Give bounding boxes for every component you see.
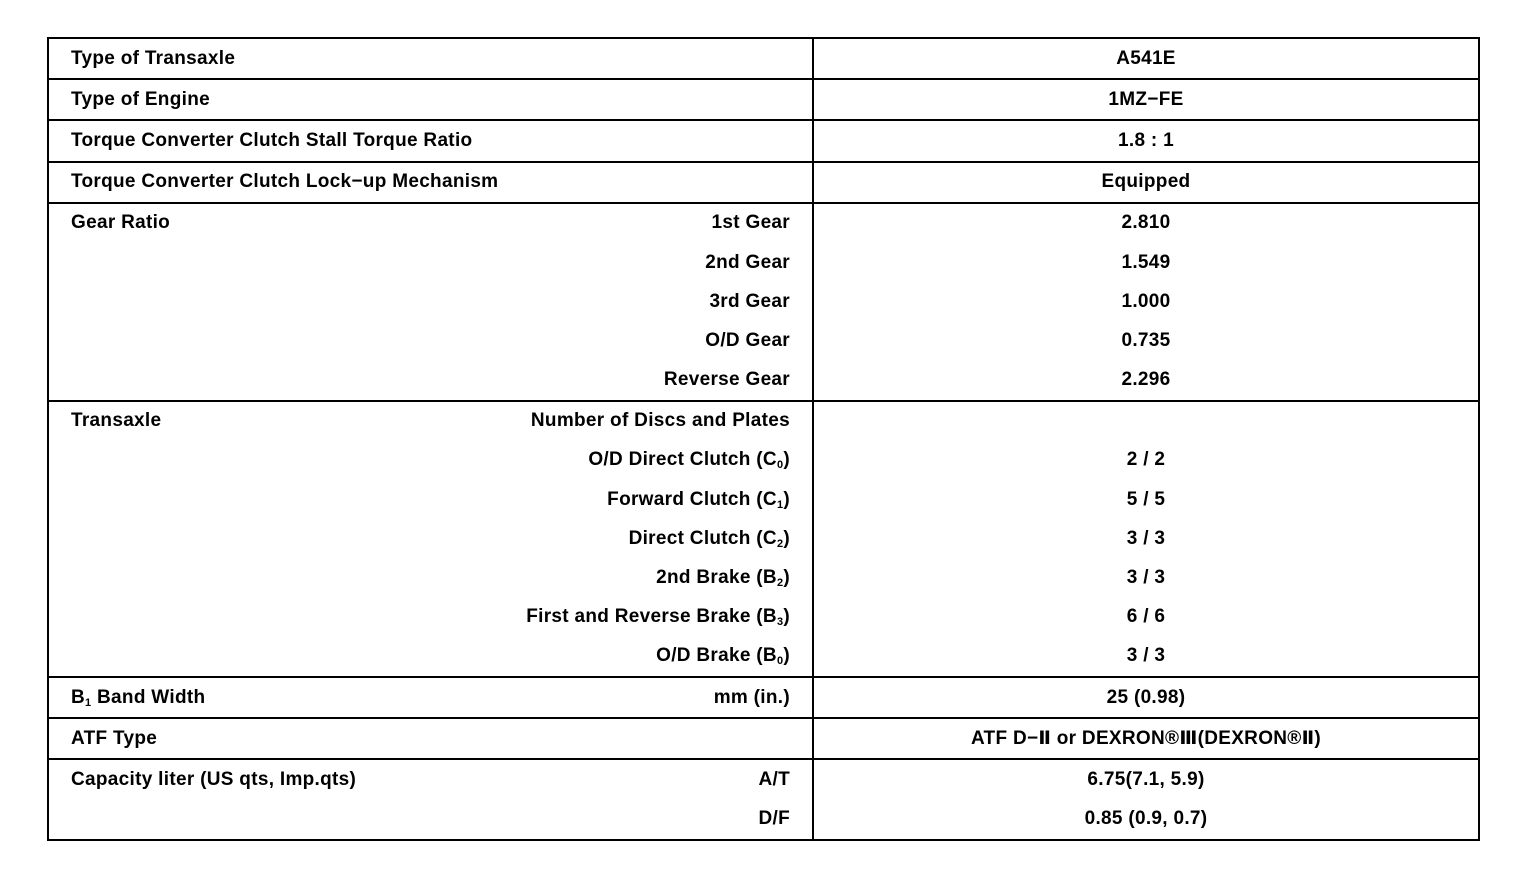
sub-label-first-reverse-brake: First and Reverse Brake (B3) <box>526 606 790 629</box>
value-cell <box>814 760 1478 838</box>
row-band-width <box>49 678 1478 719</box>
value-cell <box>814 402 1478 676</box>
sub-label-unit: mm (in.) <box>713 686 790 708</box>
sub-label-direct-clutch: Direct Clutch (C2) <box>628 527 790 550</box>
row-transaxle-discs <box>49 402 1478 678</box>
row-label: Gear Ratio <box>71 212 171 234</box>
row-value: ATF D−Ⅱ or DEXRON®Ⅲ(DEXRON®Ⅱ) <box>970 728 1322 750</box>
row-stall-torque-ratio <box>49 121 1478 162</box>
sub-label-od-brake: O/D Brake (B0) <box>656 645 790 668</box>
sub-label-1st-gear: 1st Gear <box>711 212 790 234</box>
label-cell <box>49 80 814 119</box>
value-3rd-gear: 1.000 <box>1121 290 1171 312</box>
value-cell <box>814 163 1478 202</box>
row-atf-type <box>49 719 1478 760</box>
value-1st-gear: 2.810 <box>1121 212 1171 234</box>
row-transaxle-type <box>49 39 1478 80</box>
sub-label-at: A/T <box>758 768 790 790</box>
row-gear-ratio <box>49 204 1478 402</box>
row-capacity <box>49 760 1478 838</box>
value-reverse-gear: 2.296 <box>1121 369 1171 391</box>
sub-label-forward-clutch: Forward Clutch (C1) <box>607 488 790 511</box>
row-label: Type of Engine <box>71 88 210 110</box>
value-cell <box>814 678 1478 717</box>
label-cell <box>49 402 814 676</box>
value-direct-clutch: 3 / 3 <box>1126 527 1166 549</box>
value-at: 6.75(7.1, 5.9) <box>1087 768 1205 790</box>
sub-label-od-direct-clutch: O/D Direct Clutch (C0) <box>588 449 790 472</box>
label-cell <box>49 678 814 717</box>
sub-label-2nd-gear: 2nd Gear <box>705 251 790 273</box>
row-value: A541E <box>1116 47 1176 69</box>
row-value: Equipped <box>1101 171 1191 193</box>
value-cell <box>814 39 1478 78</box>
sub-label-od-gear: O/D Gear <box>705 329 790 351</box>
sub-label-3rd-gear: 3rd Gear <box>709 290 790 312</box>
row-label: Capacity liter (US qts, Imp.qts) <box>71 768 357 790</box>
label-cell <box>49 39 814 78</box>
value-forward-clutch: 5 / 5 <box>1126 488 1166 510</box>
value-df: 0.85 (0.9, 0.7) <box>1084 808 1208 830</box>
sub-label-reverse-gear: Reverse Gear <box>663 369 790 391</box>
row-label: Torque Converter Clutch Lock−up Mechanism <box>71 171 499 193</box>
value-first-reverse-brake: 6 / 6 <box>1126 606 1166 628</box>
label-cell <box>49 719 814 758</box>
row-label: Transaxle <box>71 410 162 432</box>
label-cell <box>49 163 814 202</box>
row-value: 1MZ−FE <box>1108 88 1184 110</box>
label-cell <box>49 121 814 160</box>
label-cell <box>49 760 814 838</box>
value-cell <box>814 80 1478 119</box>
row-value: 25 (0.98) <box>1106 686 1186 708</box>
value-od-direct-clutch: 2 / 2 <box>1126 449 1166 471</box>
value-od-brake: 3 / 3 <box>1126 645 1166 667</box>
spec-table <box>47 37 1480 841</box>
row-label: Torque Converter Clutch Stall Torque Ratio <box>71 129 473 151</box>
value-od-gear: 0.735 <box>1121 329 1171 351</box>
sub-label-2nd-brake: 2nd Brake (B2) <box>656 567 790 590</box>
value-cell <box>814 121 1478 160</box>
row-label: Type of Transaxle <box>71 47 236 69</box>
value-cell <box>814 204 1478 400</box>
row-label: B1 Band Width <box>71 686 206 709</box>
row-value: 1.8 : 1 <box>1118 129 1174 151</box>
value-cell <box>814 719 1478 758</box>
label-cell <box>49 204 814 400</box>
value-2nd-brake: 3 / 3 <box>1126 567 1166 589</box>
row-label: ATF Type <box>71 727 158 749</box>
value-2nd-gear: 1.549 <box>1121 251 1171 273</box>
row-engine-type <box>49 80 1478 121</box>
sub-label-df: D/F <box>758 808 790 830</box>
row-lockup-mechanism <box>49 163 1478 204</box>
sub-label-discs-header: Number of Discs and Plates <box>530 410 790 432</box>
